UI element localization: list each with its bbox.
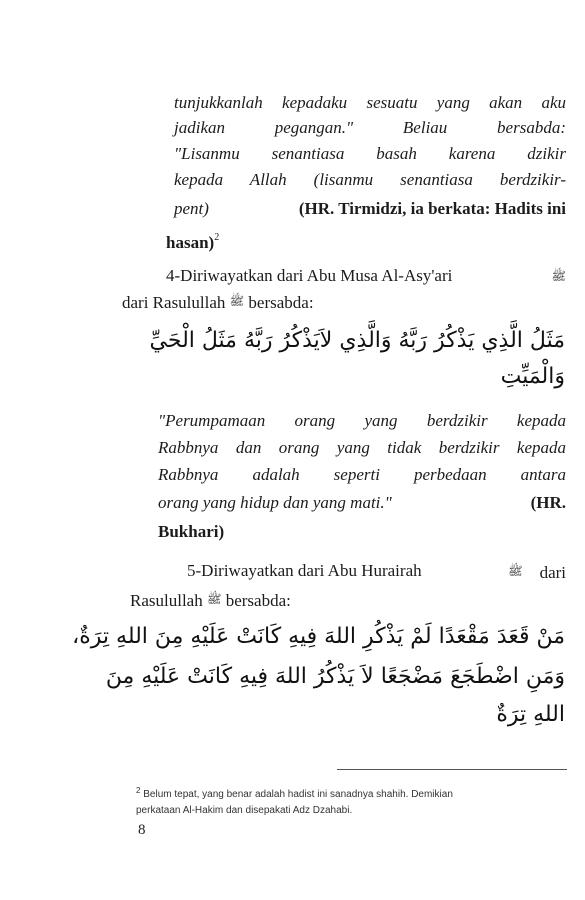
item5-arabic-line3: اللهِ تِرَةٌ [496, 702, 565, 727]
footnote-line2: perkataan Al-Hakim dan disepakati Adz Dzahabi. [136, 805, 353, 816]
item5-line2-before: Rasulullah [130, 591, 203, 610]
item4-translation-line4 [158, 492, 566, 514]
item5-arabic-line1: مَنْ قَعَدَ مَقْعَدًا لَمْ يَذْكُرِ اللهَ فِيهِ كَانَتْ عَلَيْهِ مِنَ اللهِ تِرَةٌ، [72, 624, 565, 649]
sahabi-honorific-icon: ﷺ [508, 564, 523, 578]
footnote-divider [337, 769, 567, 770]
quote1-end [166, 227, 219, 254]
item5-intro-line1 [187, 560, 566, 584]
item5-line1-text: 5-Diriwayatkan dari Abu Hurairah [187, 561, 422, 580]
quote1-pent: pent) [174, 199, 209, 218]
quote1-line-1: tunjukkanlah kepadaku sesuatu yang akan aku [174, 93, 566, 112]
item5-line2-after: bersabda: [225, 591, 291, 610]
quote1-line-3: "Lisanmu senantiasa basah karena dzikir [174, 144, 566, 163]
sahabi-honorific-icon: ﷺ [551, 269, 566, 283]
item5-intro-line2 [130, 588, 291, 612]
quote1-line-5 [174, 198, 566, 220]
footnote [136, 783, 566, 819]
item4-source-end: Bukhari) [158, 522, 225, 541]
item4-line2-after: bersabda: [248, 293, 314, 312]
footnote-ref: 2 [214, 232, 220, 243]
item4-translation-line2: Rabbnya dan orang yang tidak berdzikir kepada [158, 438, 566, 457]
item4-translation-line3: Rabbnya adalah seperti perbedaan antara [158, 465, 566, 484]
nabi-honorific-icon: ﷺ [229, 294, 245, 308]
quote1-source: (HR. Tirmidzi, ia berkata: Hadits ini [298, 199, 566, 218]
item4-arabic-line1: مَثَلُ الَّذِي يَذْكُرُ رَبَّهُ وَالَّذِي لاَيَذْكُرُ رَبَّهُ مَثَلُ الْحَيِّ [149, 328, 565, 353]
item5-arabic-line2: وَمَنِ اضْطَجَعَ مَضْجَعًا لاَ يَذْكُرُ اللهَ فِيهِ كَانَتْ عَلَيْهِ مِنَ [105, 664, 565, 689]
item4-intro-line2 [122, 290, 314, 314]
nabi-honorific-icon: ﷺ [206, 592, 222, 606]
item4-source-start: (HR. [530, 493, 566, 512]
item5-line1-dari: dari [539, 563, 566, 582]
item4-intro-line1 [166, 265, 566, 287]
quote1-line-2: jadikan pegangan." Beliau bersabda: [174, 118, 566, 137]
footnote-line1 [136, 783, 566, 803]
footnote-marker: 2 [136, 786, 141, 795]
quote1-hasan: hasan) [166, 233, 215, 252]
item4-translation-end: orang yang hidup dan yang mati." [158, 493, 392, 512]
item4-line1-text: 4-Diriwayatkan dari Abu Musa Al-Asy'ari [166, 266, 453, 285]
quote1-line-4: kepada Allah (lisanmu senantiasa berdzikir- [174, 170, 566, 189]
page-number: 8 [138, 822, 146, 838]
footnote-text-1: Belum tepat, yang benar adalah hadist ini sanadnya shahih. Demikian [143, 789, 453, 800]
item4-arabic-line2: وَالْمَيِّتِ [500, 364, 565, 389]
item4-source-line [158, 521, 224, 543]
item4-translation-line1: "Perumpamaan orang yang berdzikir kepada [158, 411, 566, 430]
item5-line1-tail [508, 560, 566, 584]
item4-line2-before: dari Rasulullah [122, 293, 226, 312]
